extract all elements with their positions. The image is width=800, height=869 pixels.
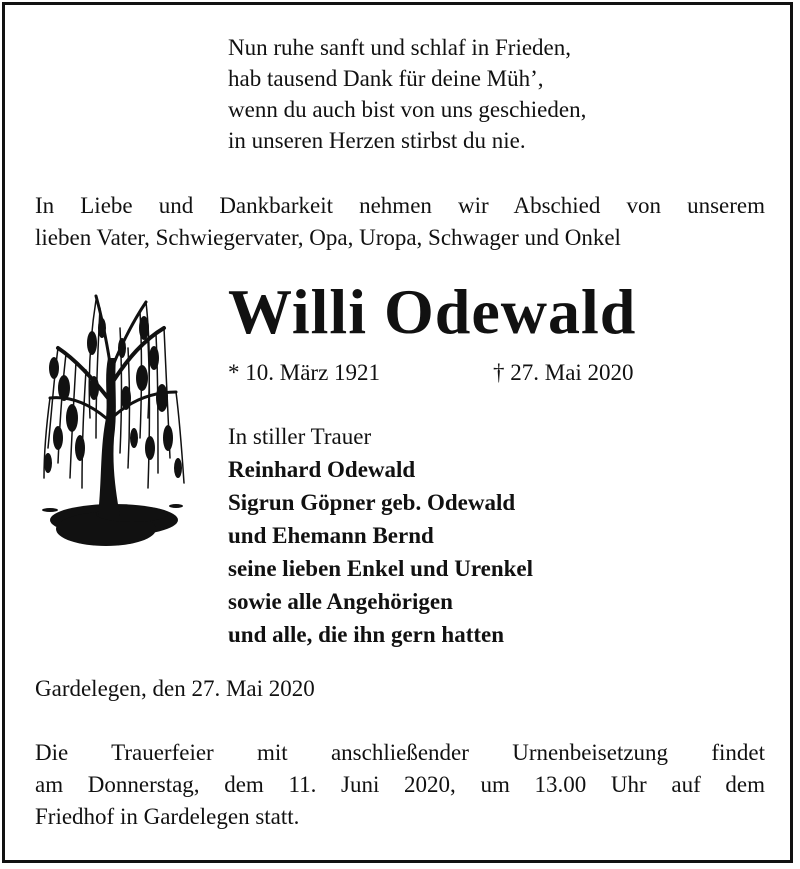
poem-line: in unseren Herzen stirbst du nie. [228, 128, 526, 153]
poem-line: wenn du auch bist von uns geschieden, [228, 97, 587, 122]
funeral-line: Die Trauerfeier mit anschließender Urnenbeisetzung findet [35, 740, 765, 765]
mourner-name: Sigrun Göpner geb. Odewald [228, 490, 516, 515]
mourners-heading: In stiller Trauer [228, 424, 372, 449]
mourner-name: seine lieben Enkel und Urenkel [228, 556, 534, 581]
farewell-intro [35, 190, 765, 254]
memorial-poem [228, 32, 586, 156]
place-and-date: Gardelegen, den 27. Mai 2020 [35, 676, 315, 701]
mourner-name: und Ehemann Bernd [228, 523, 434, 548]
funeral-line: am Donnerstag, dem 11. Juni 2020, um 13.00 Uhr auf dem [35, 772, 765, 797]
funeral-notice [35, 737, 765, 833]
death-date: † 27. Mai 2020 [493, 360, 634, 385]
weeping-willow-icon [36, 288, 190, 556]
poem-line: Nun ruhe sanft und schlaf in Frieden, [228, 35, 572, 60]
deceased-name: Willi Odewald [228, 276, 637, 347]
mourner-name: Reinhard Odewald [228, 457, 416, 482]
birth-date: * 10. März 1921 [228, 360, 381, 385]
poem-line: hab tausend Dank für deine Müh’, [228, 66, 544, 91]
mourner-name: und alle, die ihn gern hatten [228, 622, 505, 647]
funeral-line: Friedhof in Gardelegen statt. [35, 804, 300, 829]
intro-line: In Liebe und Dankbarkeit nehmen wir Abschied von unserem [35, 193, 765, 218]
mourners-list [228, 420, 533, 651]
intro-line: lieben Vater, Schwiegervater, Opa, Uropa, Schwager und Onkel [35, 225, 621, 250]
mourner-name: sowie alle Angehörigen [228, 589, 453, 614]
